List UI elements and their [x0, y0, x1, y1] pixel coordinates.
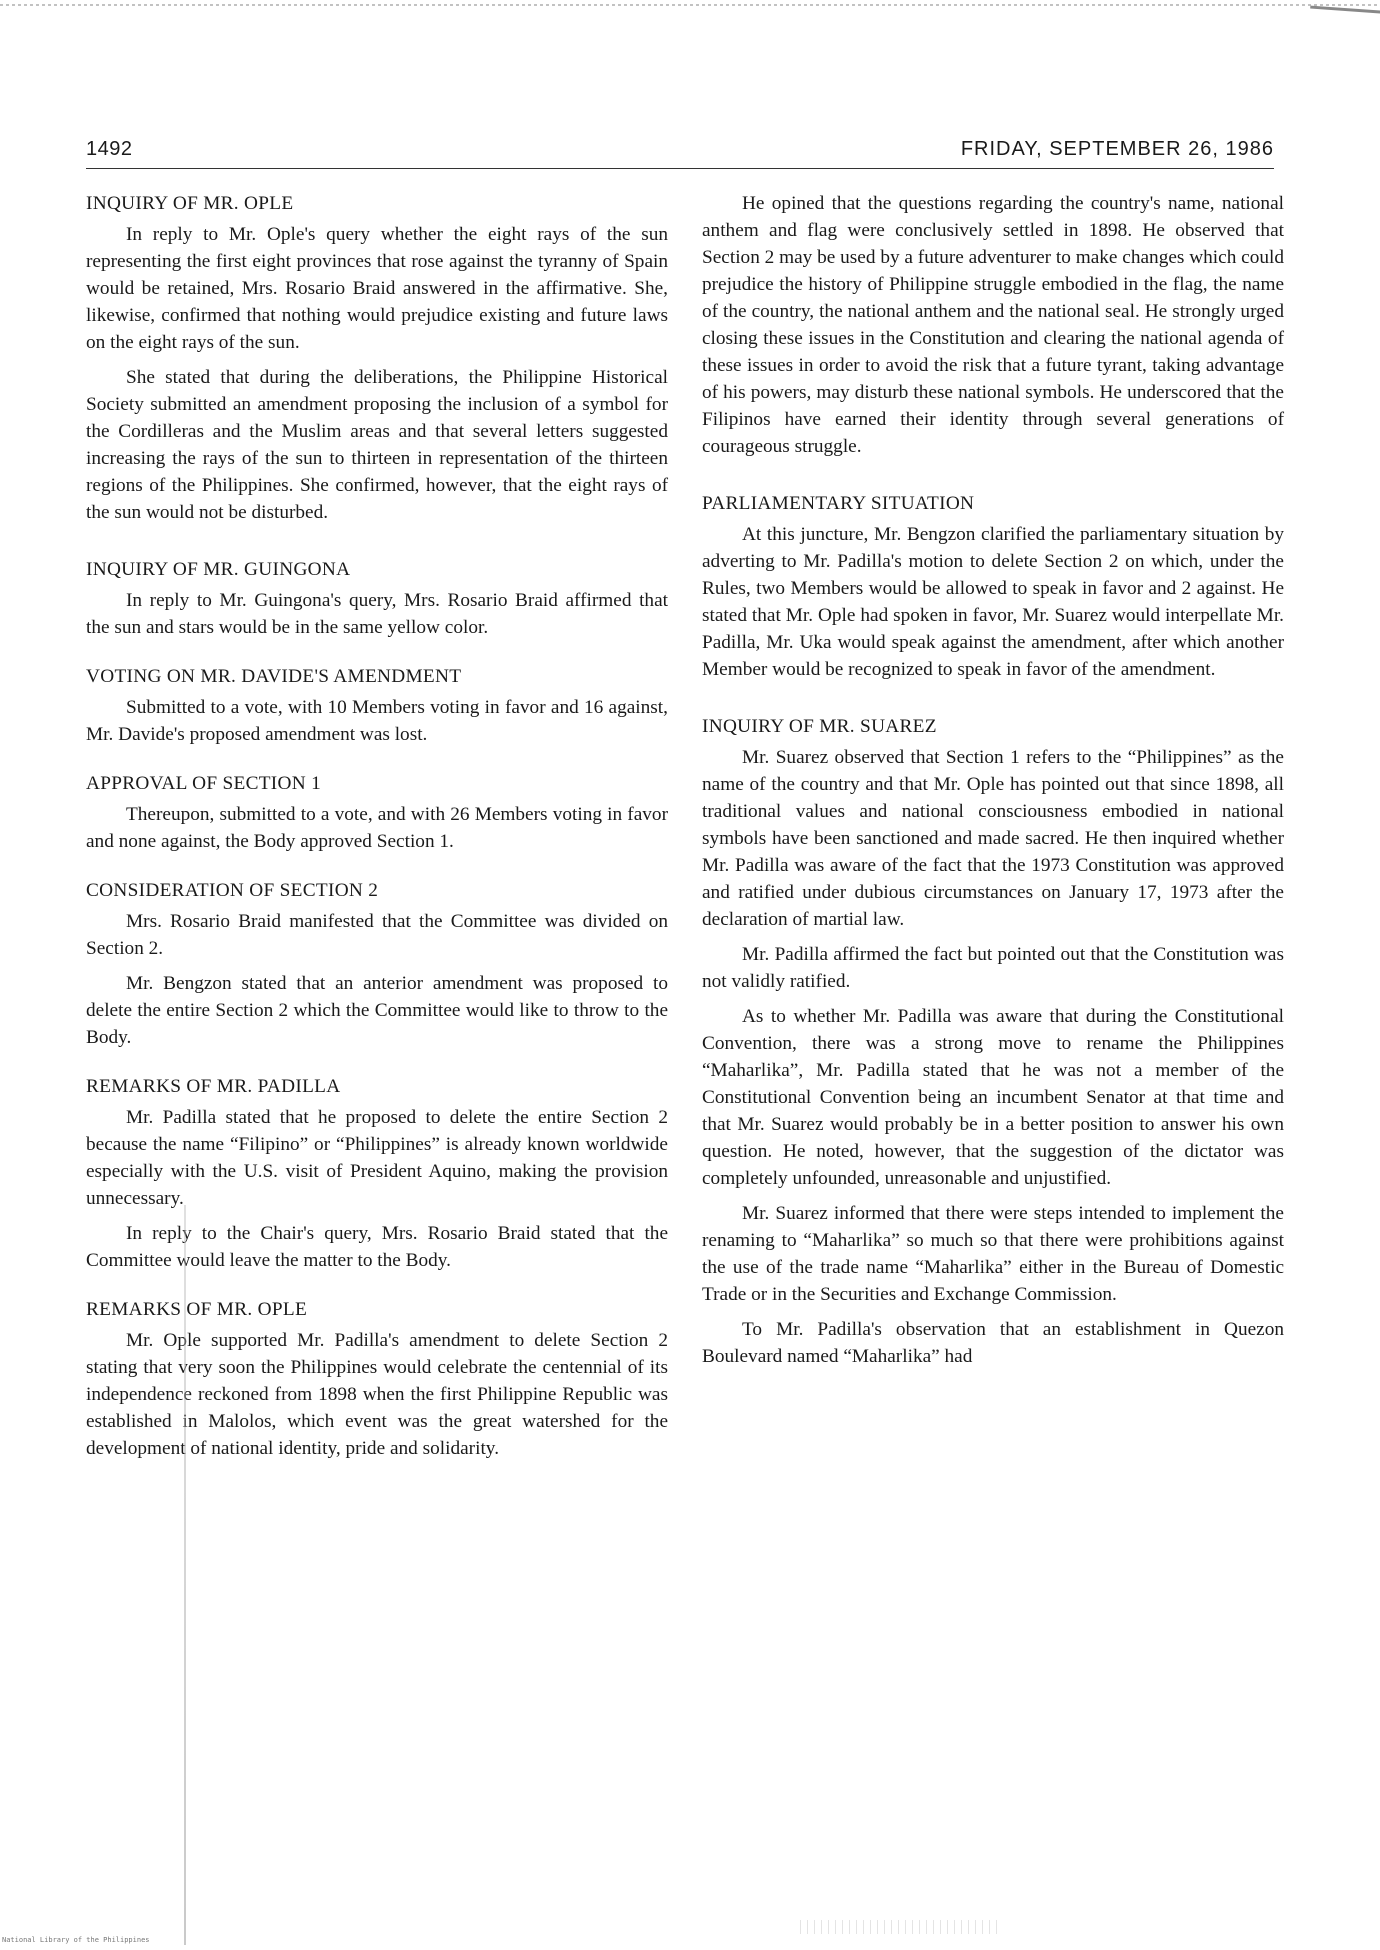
scan-edge-artifact [0, 4, 1380, 6]
page-number: 1492 [86, 138, 133, 160]
paragraph: To Mr. Padilla's observation that an establishment in Quezon Boulevard named “Maharlika” had [702, 1319, 1284, 1367]
paragraph: Thereupon, submitted to a vote, and with 26 Members voting in favor and none against, the Body approved Section 1. [86, 804, 668, 852]
paragraph: Mr. Bengzon stated that an anterior amendment was proposed to delete the entire Section 2 which the Committee would like to throw to the Body. [86, 973, 668, 1048]
paragraph: In reply to the Chair's query, Mrs. Rosario Braid stated that the Committee would leave the matter to the Body. [86, 1223, 668, 1271]
scan-noise [800, 1920, 1000, 1934]
paragraph: Mrs. Rosario Braid manifested that the Committee was divided on Section 2. [86, 911, 668, 959]
binding-fold-line [184, 1205, 186, 1945]
section-heading: INQUIRY OF MR. GUINGONA [86, 559, 351, 580]
section-heading: VOTING ON MR. DAVIDE'S AMENDMENT [86, 666, 462, 687]
paragraph: She stated that during the deliberations, the Philippine Historical Society submitted an amendment proposing the inclusion of a symbol for the Cordilleras and the Muslim areas and that several letters suggested increasing the rays of the sun to thirteen in representation of the thirteen regions of the Philippines. She confirmed, however, that the eight rays of the sun would not be disturbed. [86, 367, 668, 523]
left-column [86, 190, 668, 1470]
scan-corner-artifact [1310, 6, 1380, 20]
section-heading: REMARKS OF MR. OPLE [86, 1299, 308, 1320]
paragraph: Mr. Ople supported Mr. Padilla's amendment to delete Section 2 stating that very soon the Philippines would celebrate the centennial of its independence reckoned from 1898 when the first Philippine Republic was established in Malolos, which event was the great watershed for the development of national identity, pride and solidarity. [86, 1330, 668, 1459]
paragraph: Mr. Padilla affirmed the fact but pointed out that the Constitution was not validly ratified. [702, 944, 1284, 992]
section-heading: INQUIRY OF MR. OPLE [86, 193, 294, 214]
section-heading: APPROVAL OF SECTION 1 [86, 773, 322, 794]
paragraph: Submitted to a vote, with 10 Members voting in favor and 16 against, Mr. Davide's proposed amendment was lost. [86, 697, 668, 745]
section-heading: PARLIAMENTARY SITUATION [702, 493, 975, 514]
right-column [702, 190, 1284, 1378]
page-date: FRIDAY, SEPTEMBER 26, 1986 [960, 138, 1274, 160]
paragraph: As to whether Mr. Padilla was aware that during the Constitutional Convention, there was a strong move to rename the Philippines “Maharlika”, Mr. Padilla stated that he was not a member of the Constitutional Convention being an incumbent Senator at that time and that Mr. Suarez would probably be in a better position to answer his own question. He noted, however, that the suggestion of the dictator was completely unfounded, unreasonable and unjustified. [702, 1006, 1284, 1189]
paragraph: Mr. Suarez observed that Section 1 refers to the “Philippines” as the name of the country and that Mr. Ople has pointed out that since 1898, all traditional values and national consciousness embodied in national symbols have been sanctioned and made sacred. He then inquired whether Mr. Padilla was aware of the fact that the 1973 Constitution was approved and ratified under dubious circumstances on January 17, 1973 after the declaration of martial law. [702, 747, 1284, 930]
section-heading: REMARKS OF MR. PADILLA [86, 1076, 341, 1097]
archive-stamp: National Library of the Philippines [2, 1936, 150, 1944]
paragraph: Mr. Padilla stated that he proposed to delete the entire Section 2 because the name “Filipino” or “Philippines” is already known worldwide especially with the U.S. visit of President Aquino, making the provision unnecessary. [86, 1107, 668, 1209]
paragraph: He opined that the questions regarding the country's name, national anthem and flag were conclusively settled in 1898. He observed that Section 2 may be used by a future adventurer to make changes which could prejudice the history of Philippine struggle embodied in the flag, the name of the country, the national anthem and the national seal. He strongly urged closing these issues in the Constitution and clearing the national agenda of these issues in order to avoid the risk that a future tyrant, taking advantage of his powers, may disturb these national symbols. He underscored that the Filipinos have earned their identity through several generations of courageous struggle. [702, 193, 1284, 457]
running-head [86, 138, 1274, 169]
paragraph: In reply to Mr. Guingona's query, Mrs. Rosario Braid affirmed that the sun and stars would be in the same yellow color. [86, 590, 668, 638]
section-heading: CONSIDERATION OF SECTION 2 [86, 880, 379, 901]
paragraph: At this juncture, Mr. Bengzon clarified the parliamentary situation by adverting to Mr. Padilla's motion to delete Section 2 on which, under the Rules, two Members would be allowed to speak in favor and 2 against. He stated that Mr. Ople had spoken in favor, Mr. Suarez would interpellate Mr. Padilla, Mr. Uka would speak against the amendment, after which another Member would be recognized to speak in favor of the amendment. [702, 524, 1284, 680]
paragraph: In reply to Mr. Ople's query whether the eight rays of the sun representing the first eight provinces that rose against the tyranny of Spain would be retained, Mrs. Rosario Braid answered in the affirmative. She, likewise, confirmed that nothing would prejudice existing and future laws on the eight rays of the sun. [86, 224, 668, 353]
paragraph: Mr. Suarez informed that there were steps intended to implement the renaming to “Maharlika” so much so that there were prohibitions against the use of the trade name “Maharlika” either in the Bureau of Domestic Trade or in the Securities and Exchange Commission. [702, 1203, 1284, 1305]
section-heading: INQUIRY OF MR. SUAREZ [702, 716, 937, 737]
